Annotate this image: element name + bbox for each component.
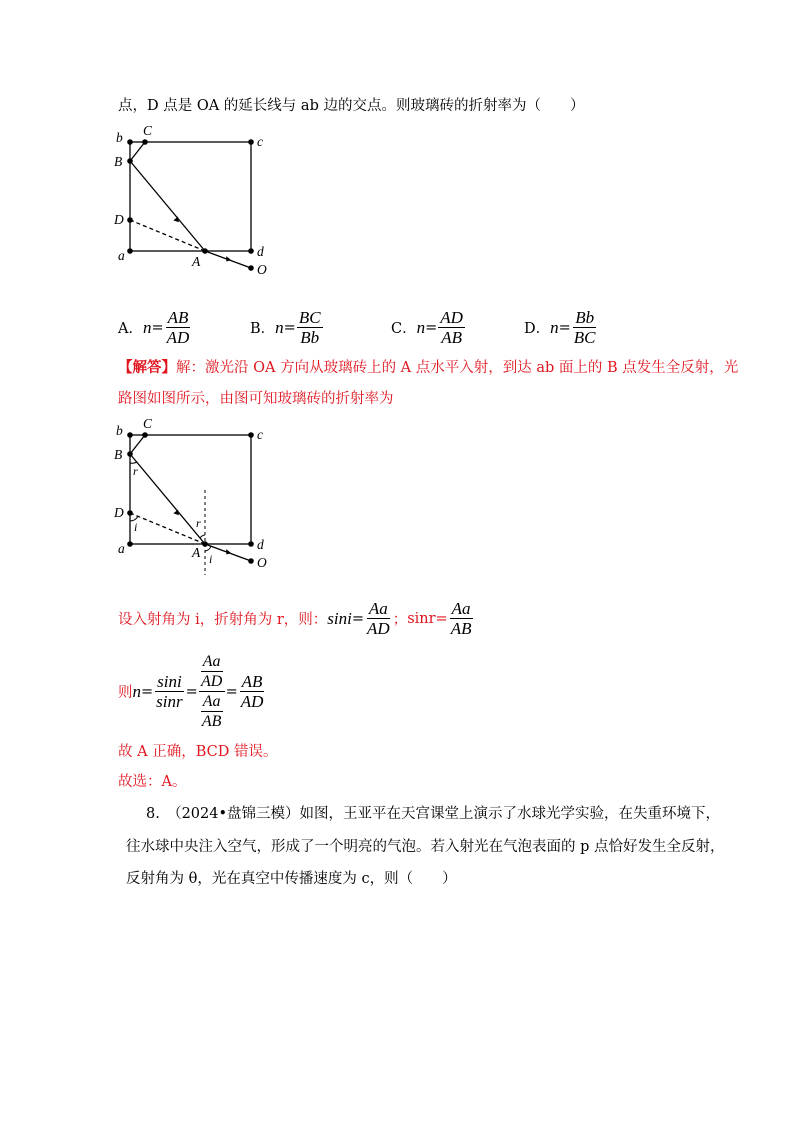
label-O: O xyxy=(257,555,267,570)
question-text: 点，D 点是 OA 的延长线与 ab 边的交点。则玻璃砖的折射率为（ ） xyxy=(118,98,585,114)
conclusion-2: 故选：A。 xyxy=(118,774,187,790)
label-A: A xyxy=(192,545,201,560)
point-d xyxy=(248,541,254,547)
point-A xyxy=(202,248,208,254)
conclusion-1: 故 A 正确，BCD 错误。 xyxy=(118,744,278,760)
point-O xyxy=(248,558,254,564)
label-C: C xyxy=(143,416,153,431)
q8-line-2: 往水球中央注入空气，形成了一个明亮的气泡。若入射光在气泡表面的 p 点恰好发生全反射， xyxy=(126,839,725,855)
label-d: d xyxy=(257,244,264,259)
q8-line-1: 8. （2024•盘锦三模）如图，王亚平在天宫课堂上演示了水球光学实验，在失重环境下， xyxy=(146,806,721,822)
label-D: D xyxy=(114,212,124,227)
label-c: c xyxy=(257,134,263,149)
answer-line-2: 路图如图所示，由图可知玻璃砖的折射率为 xyxy=(118,391,394,407)
point-c xyxy=(248,432,254,438)
label-i-angle-a: i xyxy=(209,552,213,566)
answer-tag: 【解答】 xyxy=(118,359,176,376)
label-O: O xyxy=(257,262,267,277)
label-r-angle-a: r xyxy=(196,516,201,530)
point-a xyxy=(127,248,133,254)
label-A: A xyxy=(192,254,201,269)
point-D xyxy=(127,217,133,223)
label-r-angle-b: r xyxy=(133,464,138,478)
point-D xyxy=(127,510,133,516)
figure-1-diagram xyxy=(110,122,280,282)
point-A xyxy=(202,541,208,547)
point-b xyxy=(127,432,133,438)
point-B xyxy=(127,158,133,164)
option-d: D． n = $\frac{Bb}{BC}$ xyxy=(524,308,596,347)
option-c: C． n = $\frac{AD}{AB}$ xyxy=(391,308,463,347)
label-D: D xyxy=(114,505,124,520)
point-a xyxy=(127,541,133,547)
label-C: C xyxy=(143,123,153,138)
point-B xyxy=(127,451,133,457)
label-b: b xyxy=(116,423,123,438)
point-O xyxy=(248,265,254,271)
formula-line-1: 设入射角为 i，折射角为 r，则： sini = $\frac{Aa}{AD}$ ； sinr = $\frac{Aa}{AB}$ xyxy=(118,599,472,638)
point-d xyxy=(248,248,254,254)
point-b xyxy=(127,139,133,145)
label-B: B xyxy=(114,447,123,462)
answer-line-1: 【解答】解：激光沿 OA 方向从玻璃砖上的 A 点水平入射，到达 ab 面上的 B 点发生全反射，光 xyxy=(118,359,739,376)
label-d: d xyxy=(257,537,264,552)
option-a: A． n = $\frac{AB}{AD}$ xyxy=(118,308,190,347)
formula-line-2: 则 n = $\frac{\sin i}{\sin r}$ = Aa AD Aa AB = $\frac{AB}{AD}$ xyxy=(118,653,264,730)
label-i-angle-d: i xyxy=(134,520,138,534)
option-b: B． n = $\frac{BC}{Bb}$ xyxy=(250,308,321,347)
point-c xyxy=(248,139,254,145)
label-c: c xyxy=(257,427,263,442)
point-C xyxy=(142,432,148,438)
label-a: a xyxy=(118,541,125,556)
q8-line-3: 反射角为 θ，光在真空中传播速度为 c，则（ ） xyxy=(126,871,457,887)
figure-2-diagram xyxy=(110,415,280,580)
point-C xyxy=(142,139,148,145)
label-B: B xyxy=(114,154,123,169)
label-a: a xyxy=(118,248,125,263)
label-b: b xyxy=(116,130,123,145)
